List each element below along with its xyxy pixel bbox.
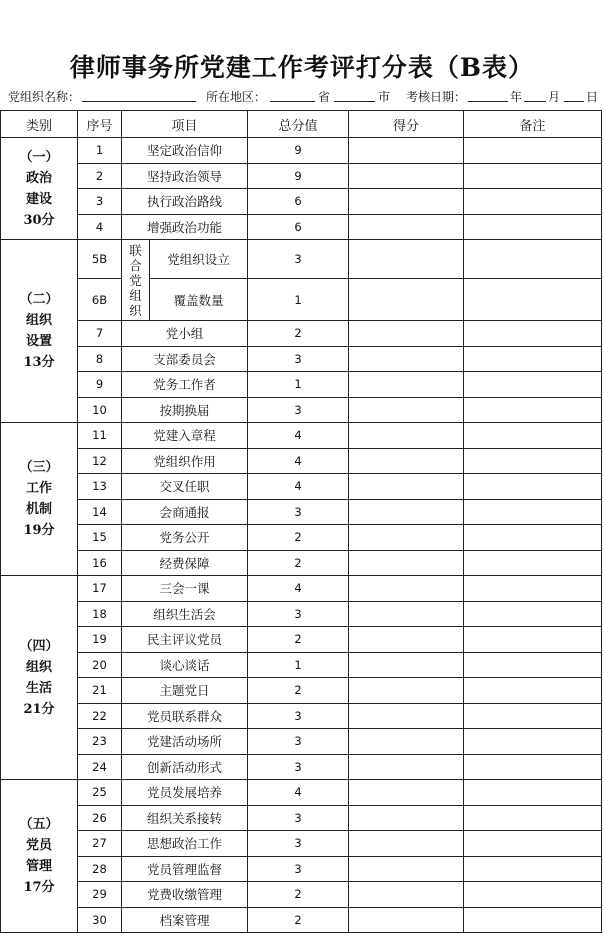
row-item: 党员管理监督 xyxy=(122,856,248,882)
table-row xyxy=(1,882,602,908)
score-cell[interactable] xyxy=(349,321,464,347)
category-cell: （二） 组织 设置 13分 xyxy=(1,240,78,423)
table-row xyxy=(1,907,602,933)
score-cell[interactable] xyxy=(349,372,464,398)
row-total: 4 xyxy=(248,576,349,602)
row-item: 思想政治工作 xyxy=(122,831,248,857)
remark-cell[interactable] xyxy=(464,831,602,857)
row-number: 10 xyxy=(78,397,122,423)
row-total: 2 xyxy=(248,525,349,551)
table-row xyxy=(1,754,602,780)
score-cell[interactable] xyxy=(349,138,464,164)
table-row xyxy=(1,346,602,372)
table-row xyxy=(1,448,602,474)
row-number: 13 xyxy=(78,474,122,500)
row-total: 2 xyxy=(248,321,349,347)
day-label: 日 xyxy=(586,90,599,104)
score-cell[interactable] xyxy=(349,214,464,240)
table-row xyxy=(1,550,602,576)
score-cell[interactable] xyxy=(349,652,464,678)
province-label: 省 xyxy=(318,90,331,104)
score-cell[interactable] xyxy=(349,601,464,627)
row-total: 2 xyxy=(248,907,349,933)
row-item: 按期换届 xyxy=(122,397,248,423)
row-item: 创新活动形式 xyxy=(122,754,248,780)
remark-cell[interactable] xyxy=(464,729,602,755)
category-cell: （三） 工作 机制 19分 xyxy=(1,423,78,576)
row-item: 支部委员会 xyxy=(122,346,248,372)
remark-cell[interactable] xyxy=(464,189,602,215)
row-item: 党员发展培养 xyxy=(122,780,248,806)
joint-org-label: 联 合 党 组 织 xyxy=(122,240,150,321)
score-cell[interactable] xyxy=(349,729,464,755)
row-total: 2 xyxy=(248,678,349,704)
header-remarks: 备注 xyxy=(464,111,602,138)
remark-cell[interactable] xyxy=(464,240,602,279)
row-item: 党费收缴管理 xyxy=(122,882,248,908)
row-total: 9 xyxy=(248,138,349,164)
row-item: 三会一课 xyxy=(122,576,248,602)
remark-cell[interactable] xyxy=(464,346,602,372)
row-total: 2 xyxy=(248,882,349,908)
score-cell[interactable] xyxy=(349,525,464,551)
row-item: 组织关系接转 xyxy=(122,805,248,831)
row-total: 3 xyxy=(248,703,349,729)
remark-cell[interactable] xyxy=(464,805,602,831)
score-cell[interactable] xyxy=(349,423,464,449)
date-label: 考核日期： xyxy=(406,90,467,104)
remark-cell[interactable] xyxy=(464,576,602,602)
score-cell[interactable] xyxy=(349,346,464,372)
table-row xyxy=(1,163,602,189)
remark-cell[interactable] xyxy=(464,214,602,240)
header-item: 项目 xyxy=(122,111,248,138)
row-number: 9 xyxy=(78,372,122,398)
score-cell[interactable] xyxy=(349,474,464,500)
row-item: 党建入章程 xyxy=(122,423,248,449)
row-number: 25 xyxy=(78,780,122,806)
table-row xyxy=(1,499,602,525)
table-row xyxy=(1,138,602,164)
row-item: 交叉任职 xyxy=(122,474,248,500)
row-number: 28 xyxy=(78,856,122,882)
row-item: 党组织作用 xyxy=(122,448,248,474)
row-number: 15 xyxy=(78,525,122,551)
score-cell[interactable] xyxy=(349,882,464,908)
row-number: 8 xyxy=(78,346,122,372)
row-number: 4 xyxy=(78,214,122,240)
row-item: 坚持政治领导 xyxy=(122,163,248,189)
table-row xyxy=(1,856,602,882)
score-cell[interactable] xyxy=(349,448,464,474)
document-title: 律师事务所党建工作考评打分表（B表） xyxy=(69,53,535,82)
row-item: 党员联系群众 xyxy=(122,703,248,729)
remark-cell[interactable] xyxy=(464,321,602,347)
table-row xyxy=(1,474,602,500)
row-total: 3 xyxy=(248,754,349,780)
table-row xyxy=(1,279,602,321)
table-row xyxy=(1,805,602,831)
row-total: 3 xyxy=(248,240,349,279)
row-number: 5B xyxy=(78,240,122,279)
row-total: 3 xyxy=(248,601,349,627)
row-item: 主题党日 xyxy=(122,678,248,704)
table-row xyxy=(1,703,602,729)
row-item: 增强政治功能 xyxy=(122,214,248,240)
score-cell[interactable] xyxy=(349,576,464,602)
remark-cell[interactable] xyxy=(464,703,602,729)
row-total: 6 xyxy=(248,189,349,215)
score-cell[interactable] xyxy=(349,240,464,279)
score-cell[interactable] xyxy=(349,754,464,780)
score-cell[interactable] xyxy=(349,279,464,321)
category-cell: （五） 党员 管理 17分 xyxy=(1,780,78,933)
row-total: 2 xyxy=(248,627,349,653)
score-cell[interactable] xyxy=(349,907,464,933)
table-row xyxy=(1,372,602,398)
row-total: 4 xyxy=(248,780,349,806)
header-category: 类别 xyxy=(1,111,78,138)
row-item: 党组织设立 xyxy=(150,240,248,279)
header-total-score: 总分值 xyxy=(248,111,349,138)
score-cell[interactable] xyxy=(349,163,464,189)
remark-cell[interactable] xyxy=(464,397,602,423)
row-total: 3 xyxy=(248,346,349,372)
remark-cell[interactable] xyxy=(464,627,602,653)
table-row xyxy=(1,525,602,551)
remark-cell[interactable] xyxy=(464,279,602,321)
row-item: 党小组 xyxy=(122,321,248,347)
city-label: 市 xyxy=(378,90,391,104)
table-row xyxy=(1,678,602,704)
row-item: 覆盖数量 xyxy=(150,279,248,321)
remark-cell[interactable] xyxy=(464,678,602,704)
row-item: 会商通报 xyxy=(122,499,248,525)
remark-cell[interactable] xyxy=(464,907,602,933)
remark-cell[interactable] xyxy=(464,550,602,576)
row-total: 3 xyxy=(248,805,349,831)
score-cell[interactable] xyxy=(349,189,464,215)
remark-cell[interactable] xyxy=(464,423,602,449)
row-number: 30 xyxy=(78,907,122,933)
remark-cell[interactable] xyxy=(464,138,602,164)
row-number: 19 xyxy=(78,627,122,653)
row-total: 4 xyxy=(248,448,349,474)
row-number: 27 xyxy=(78,831,122,857)
row-total: 1 xyxy=(248,652,349,678)
org-name-label: 党组织名称： xyxy=(8,90,81,104)
row-number: 24 xyxy=(78,754,122,780)
row-number: 12 xyxy=(78,448,122,474)
remark-cell[interactable] xyxy=(464,163,602,189)
row-number: 21 xyxy=(78,678,122,704)
row-number: 2 xyxy=(78,163,122,189)
row-item: 经费保障 xyxy=(122,550,248,576)
row-item: 执行政治路线 xyxy=(122,189,248,215)
row-number: 3 xyxy=(78,189,122,215)
category-cell: （一） 政治 建设 30分 xyxy=(1,138,78,240)
remark-cell[interactable] xyxy=(464,652,602,678)
table-row xyxy=(1,214,602,240)
table-header-row xyxy=(1,111,602,138)
row-total: 1 xyxy=(248,279,349,321)
table-row xyxy=(1,780,602,806)
year-label: 年 xyxy=(510,90,523,104)
table-row xyxy=(1,601,602,627)
table-row xyxy=(1,397,602,423)
score-cell[interactable] xyxy=(349,831,464,857)
row-number: 7 xyxy=(78,321,122,347)
table-row xyxy=(1,240,602,279)
row-total: 3 xyxy=(248,729,349,755)
row-item: 组织生活会 xyxy=(122,601,248,627)
score-cell[interactable] xyxy=(349,805,464,831)
header-number: 序号 xyxy=(78,111,122,138)
row-number: 11 xyxy=(78,423,122,449)
table-row xyxy=(1,423,602,449)
table-row xyxy=(1,729,602,755)
row-total: 3 xyxy=(248,831,349,857)
month-label: 月 xyxy=(548,90,561,104)
header-score: 得分 xyxy=(349,111,464,138)
row-item: 党建活动场所 xyxy=(122,729,248,755)
row-item: 坚定政治信仰 xyxy=(122,138,248,164)
row-total: 9 xyxy=(248,163,349,189)
row-number: 23 xyxy=(78,729,122,755)
remark-cell[interactable] xyxy=(464,882,602,908)
row-item: 党务工作者 xyxy=(122,372,248,398)
row-total: 4 xyxy=(248,474,349,500)
row-number: 29 xyxy=(78,882,122,908)
row-item: 档案管理 xyxy=(122,907,248,933)
row-total: 6 xyxy=(248,214,349,240)
score-cell[interactable] xyxy=(349,499,464,525)
row-total: 3 xyxy=(248,856,349,882)
row-item: 党务公开 xyxy=(122,525,248,551)
row-number: 17 xyxy=(78,576,122,602)
remark-cell[interactable] xyxy=(464,780,602,806)
form-header-fields xyxy=(8,88,599,106)
scoring-table xyxy=(0,110,602,933)
score-cell[interactable] xyxy=(349,703,464,729)
row-number: 18 xyxy=(78,601,122,627)
table-row xyxy=(1,576,602,602)
row-number: 22 xyxy=(78,703,122,729)
remark-cell[interactable] xyxy=(464,601,602,627)
remark-cell[interactable] xyxy=(464,856,602,882)
score-cell[interactable] xyxy=(349,678,464,704)
table-row xyxy=(1,831,602,857)
row-number: 16 xyxy=(78,550,122,576)
row-total: 1 xyxy=(248,372,349,398)
row-total: 2 xyxy=(248,550,349,576)
score-cell[interactable] xyxy=(349,780,464,806)
row-total: 3 xyxy=(248,499,349,525)
row-total: 3 xyxy=(248,397,349,423)
table-row xyxy=(1,652,602,678)
remark-cell[interactable] xyxy=(464,525,602,551)
score-cell[interactable] xyxy=(349,627,464,653)
remark-cell[interactable] xyxy=(464,474,602,500)
table-row xyxy=(1,627,602,653)
table-row xyxy=(1,321,602,347)
score-cell[interactable] xyxy=(349,397,464,423)
row-total: 4 xyxy=(248,423,349,449)
table-row xyxy=(1,189,602,215)
category-cell: （四） 组织 生活 21分 xyxy=(1,576,78,780)
row-item: 民主评议党员 xyxy=(122,627,248,653)
row-number: 20 xyxy=(78,652,122,678)
row-number: 1 xyxy=(78,138,122,164)
remark-cell[interactable] xyxy=(464,372,602,398)
row-item: 谈心谈话 xyxy=(122,652,248,678)
remark-cell[interactable] xyxy=(464,448,602,474)
row-number: 6B xyxy=(78,279,122,321)
remark-cell[interactable] xyxy=(464,499,602,525)
remark-cell[interactable] xyxy=(464,754,602,780)
row-number: 14 xyxy=(78,499,122,525)
row-number: 26 xyxy=(78,805,122,831)
score-cell[interactable] xyxy=(349,550,464,576)
score-cell[interactable] xyxy=(349,856,464,882)
region-label: 所在地区： xyxy=(206,90,267,104)
